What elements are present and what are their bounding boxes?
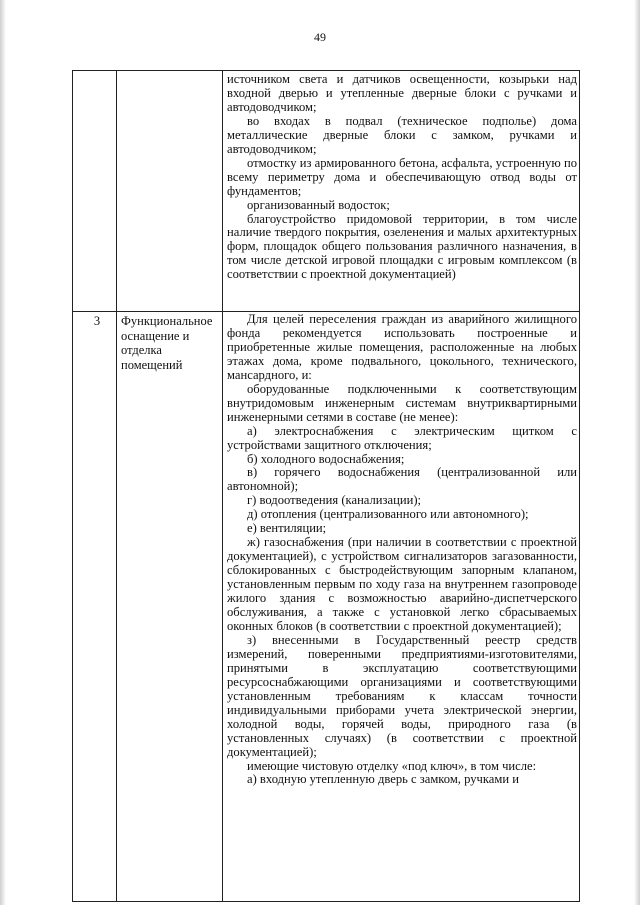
row2-paragraph: а) входную утепленную дверь с замком, ручками и	[247, 772, 519, 787]
row1-paragraph: источником света и датчиков освещенности, козырьки над входной дверью и утепленные дверные блоки с ручками и автодоводчиком;	[227, 72, 577, 114]
row1-text-cell	[227, 73, 577, 282]
requirements-table	[72, 70, 580, 902]
row1-paragraph: благоустройство придомовой территории, в том числе наличие твердого покрытия, озеленения и малых архитектурных форм, площадок общего пользования различного назначения, в том числе детской игровой площадки с игровым комплексом (в соответствии с проектной документацией)	[227, 211, 577, 282]
row2-name: Функциональное оснащение и отделка помещений	[121, 314, 213, 372]
row2-paragraph: имеющие чистовую отделку «под ключ», в том числе:	[247, 758, 537, 773]
row2-text-cell	[227, 313, 577, 787]
row1-paragraph: отмостку из армированного бетона, асфальта, устроенную по всему периметру дома и обеспечивающую отвод воды от фундаментов;	[227, 155, 577, 198]
column-divider-1	[116, 71, 117, 901]
page-number: 49	[314, 30, 326, 44]
row2-paragraph: е) вентиляции;	[247, 521, 327, 536]
scan-edge-left	[0, 0, 6, 905]
column-divider-2	[222, 71, 223, 901]
row2-paragraph: д) отопления (централизованного или автономного);	[247, 507, 529, 522]
scan-edge-right	[634, 0, 640, 905]
row2-paragraph: а) электроснабжения с электрическим щитком с устройствами защитного отключения;	[227, 423, 577, 452]
row2-paragraph: оборудованные подключенными к соответствующим внутридомовым инженерным системам внутриквартирными инженерными сетями в составе (не менее):	[227, 381, 577, 424]
row2-paragraph: ж) газоснабжения (при наличии в соответствии с проектной документацией), с устройством сигнализаторов загазованности, сблокированных с быстродействующим запорным клапаном, установленным первым по ходу газа на внутреннем газопроводе жилого здания с возможностью аварийно-диспетчерского обслуживания, а также с установкой легко сбрасываемых оконных блоков (в соответствии с проектной документацией);	[227, 535, 577, 633]
row2-paragraph: Для целей переселения граждан из аварийного жилищного фонда рекомендуется использовать построенные и приобретенные жилые помещения, расположенные на любых этажах дома, кроме подвального, цокольного, технического, мансардного, и:	[227, 312, 577, 382]
row2-paragraph: б) холодного водоснабжения;	[247, 451, 405, 466]
row2-paragraph: з) внесенными в Государственный реестр средств измерений, поверенными предприятиями-изготовителями, принятыми в эксплуатацию соответствующими ресурсоснабжающими организациями и соответствующими установленным требованиям к классам точности индивидуальными приборами учета электрической энергии, холодной воды, горячей воды, природного газа (в установленных случаях) (в соответствии с проектной документацией);	[227, 632, 577, 759]
row1-paragraph: во входах в подвал (техническое подполье) дома металлические дверные блоки с замком, ручками и автодоводчиком;	[227, 113, 577, 156]
row1-paragraph: организованный водосток;	[247, 197, 390, 212]
row2-paragraph: г) водоотведения (канализации);	[247, 493, 422, 508]
row2-number: 3	[93, 314, 101, 328]
row2-paragraph: в) горячего водоснабжения (централизованной или автономной);	[227, 465, 577, 494]
